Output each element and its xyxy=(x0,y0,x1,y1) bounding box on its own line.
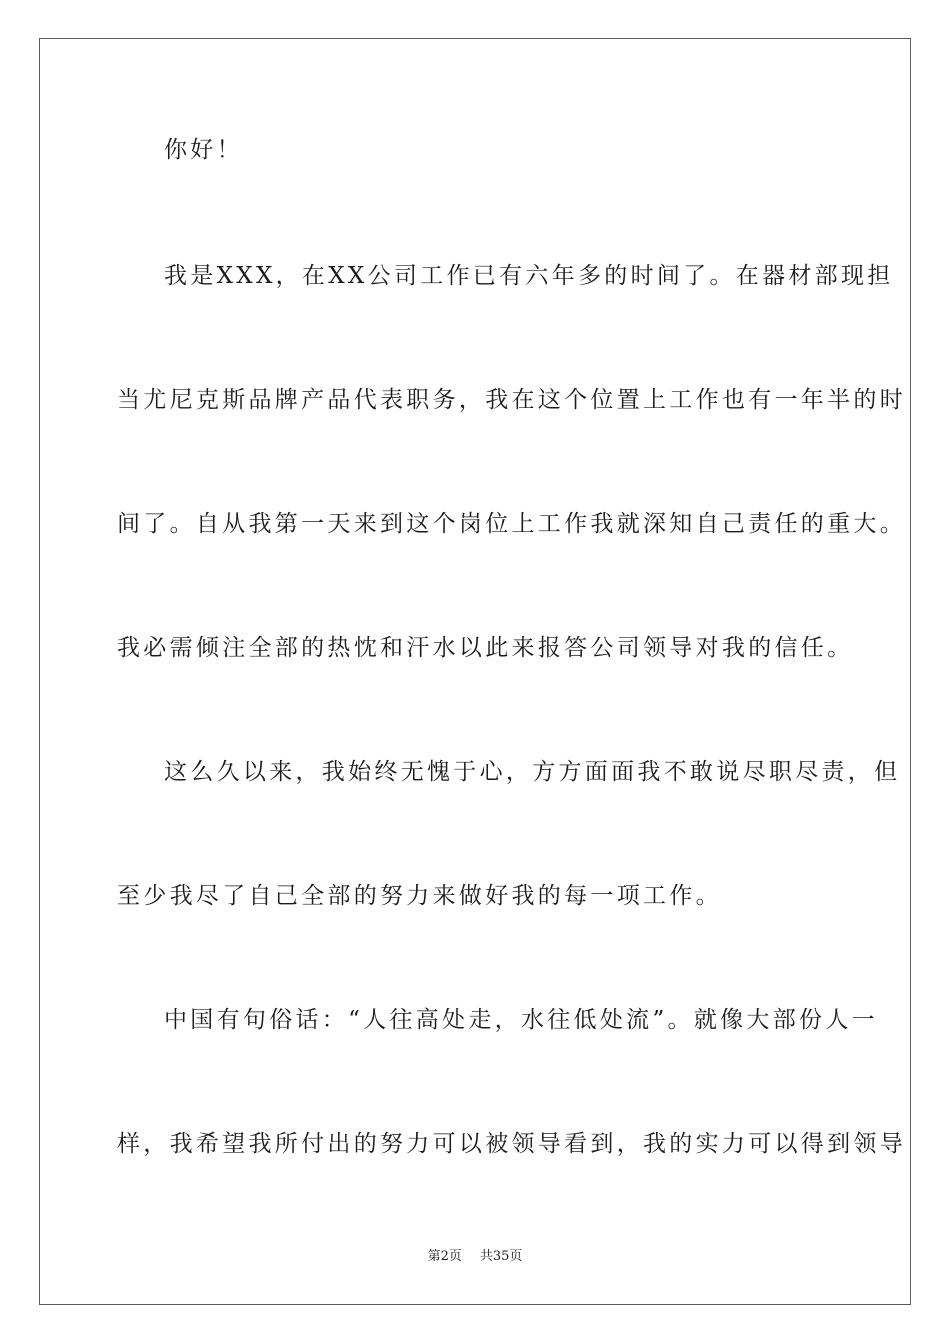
paragraph-1-line-4: 我必需倾注全部的热忱和汗水以此来报答公司领导对我的信任。 xyxy=(117,635,854,661)
paragraph-1-line-1: 我是XXX，在XX公司工作已有六年多的时间了。在器材部现担 xyxy=(164,263,894,289)
page-number: 第2页 xyxy=(427,1249,462,1264)
paragraph-2-line-2: 至少我尽了自己全部的努力来做好我的每一项工作。 xyxy=(117,883,722,909)
paragraph-2-line-1: 这么久以来，我始终无愧于心，方方面面我不敢说尽职尽责，但 xyxy=(164,759,901,785)
page-footer xyxy=(0,1248,950,1266)
paragraph-1-line-3: 间了。自从我第一天来到这个岗位上工作我就深知自己责任的重大。 xyxy=(117,511,906,537)
page-border xyxy=(39,38,911,1305)
paragraph-3-line-1: 中国有句俗话：“人往高处走，水往低处流”。就像大部份人一 xyxy=(164,1007,878,1033)
paragraph-1-line-2: 当尤尼克斯品牌产品代表职务，我在这个位置上工作也有一年半的时 xyxy=(117,387,906,413)
page-total: 共35页 xyxy=(479,1249,523,1264)
greeting-line: 你好！ xyxy=(164,137,243,163)
paragraph-3-line-2: 样，我希望我所付出的努力可以被领导看到，我的实力可以得到领导 xyxy=(117,1131,906,1157)
